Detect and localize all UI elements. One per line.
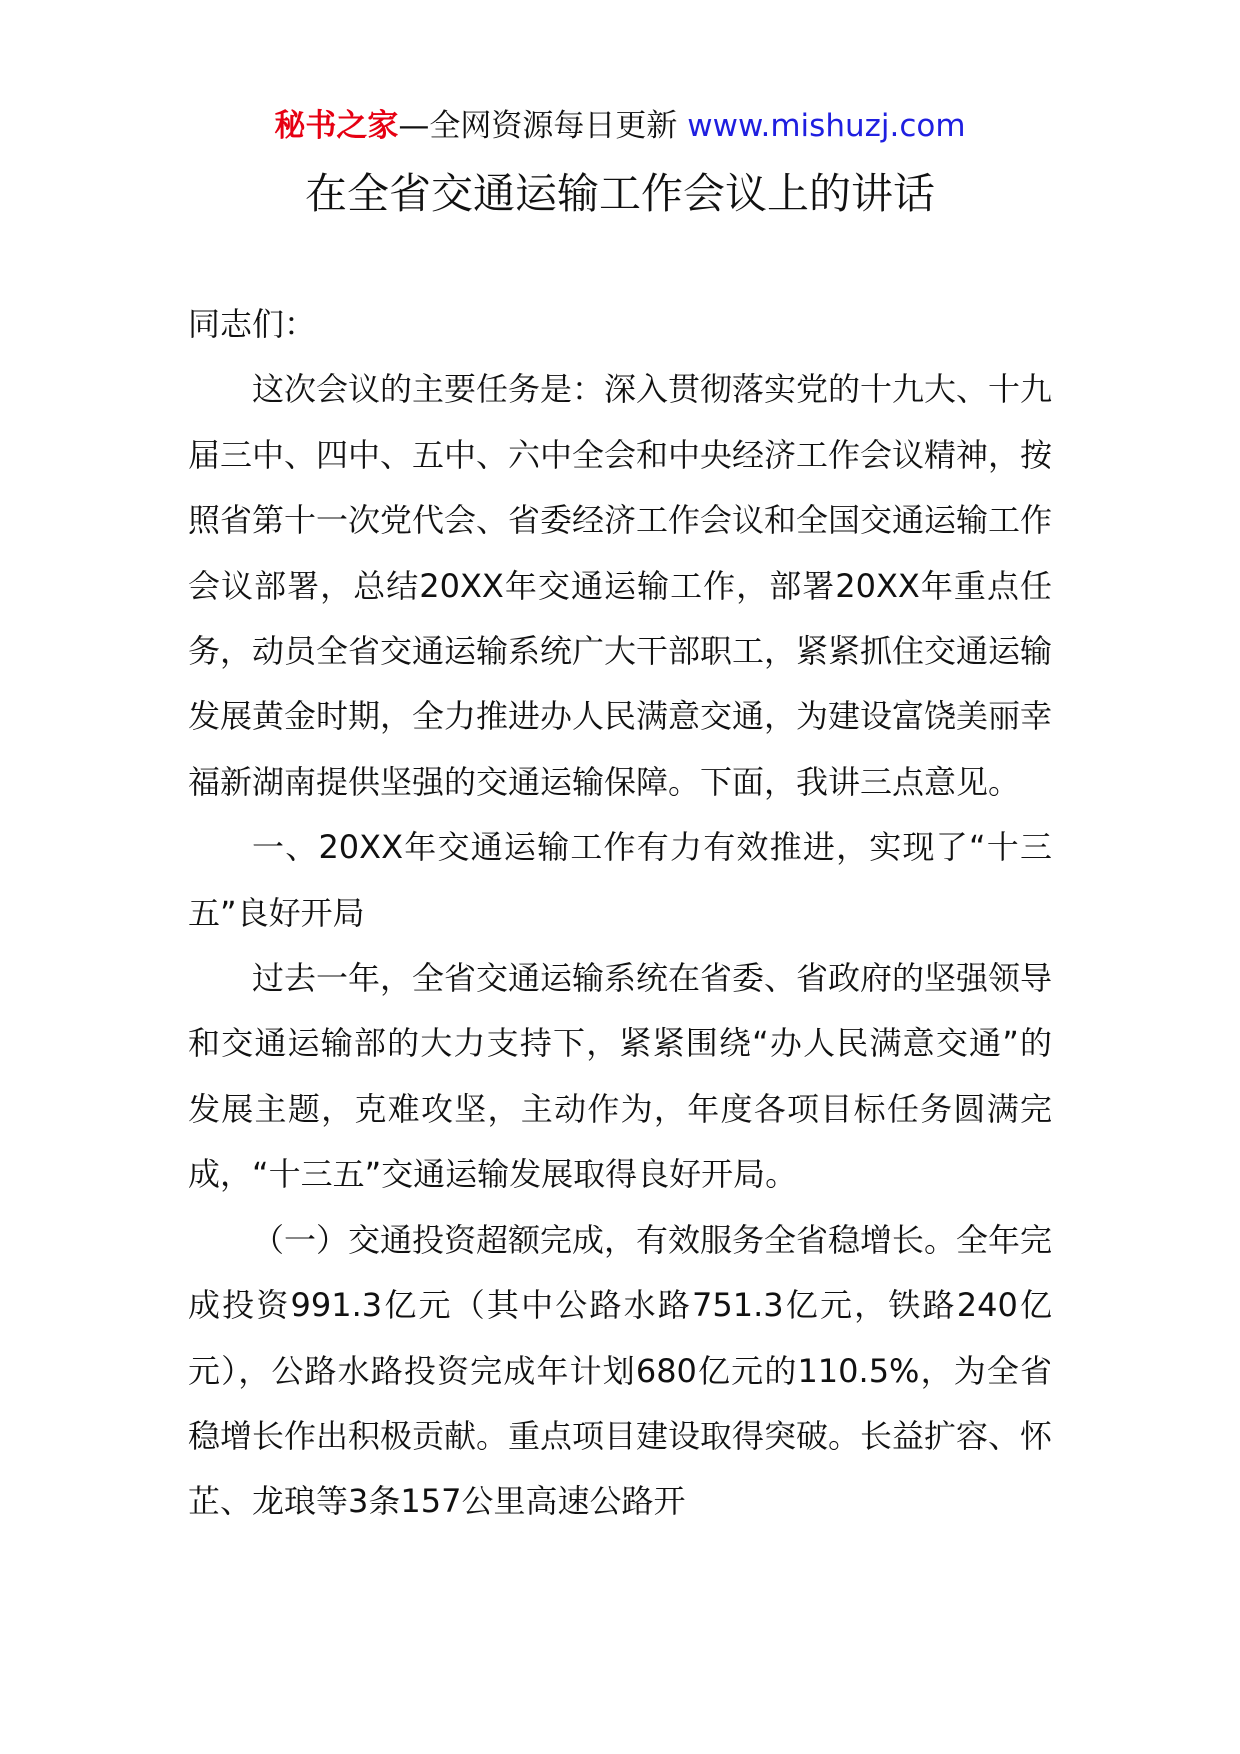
site-url-link[interactable]: www.mishuzj.com <box>687 108 966 144</box>
header-slogan: —全网资源每日更新 <box>398 108 678 144</box>
section-heading-1: 一、20XX年交通运输工作有力有效推进，实现了“十三五”良好开局 <box>188 828 1052 932</box>
paragraph-review: 过去一年，全省交通运输系统在省委、省政府的坚强领导和交通运输部的大力支持下，紧紧围绕“办人民满意交通”的发展主题，克难攻坚，主动作为，年度各项目标任务圆满完成，“十三五”交通运输发展取得良好开局。 <box>188 959 1053 1194</box>
paragraph-investment: （一）交通投资超额完成，有效服务全省稳增长。全年完成投资991.3亿元（其中公路水路751.3亿元，铁路240亿元），公路水路投资完成年计划680亿元的110.5%，为全省稳增长作出积极贡献。重点项目建设取得突破。长益扩容、怀芷、龙琅等3条157公里高速公路开 <box>188 1220 1053 1521</box>
document-title: 在全省交通运输工作会议上的讲话 <box>304 169 935 218</box>
site-header <box>0 104 1240 148</box>
paragraph-intro: 这次会议的主要任务是：深入贯彻落实党的十九大、十九届三中、四中、五中、六中全会和中央经济工作会议精神，按照省第十一次党代会、省委经济工作会议和全国交通运输工作会议部署，总结20XX年交通运输工作，部署20XX年重点任务，动员全省交通运输系统广大干部职工，紧紧抓住交通运输发展黄金时期，全力推进办人民满意交通，为建设富饶美丽幸福新湖南提供坚强的交通运输保障。下面，我讲三点意见。 <box>188 370 1053 801</box>
salutation: 同志们： <box>188 305 317 343</box>
brand-name: 秘书之家 <box>274 108 399 144</box>
document-body <box>188 292 1052 1535</box>
